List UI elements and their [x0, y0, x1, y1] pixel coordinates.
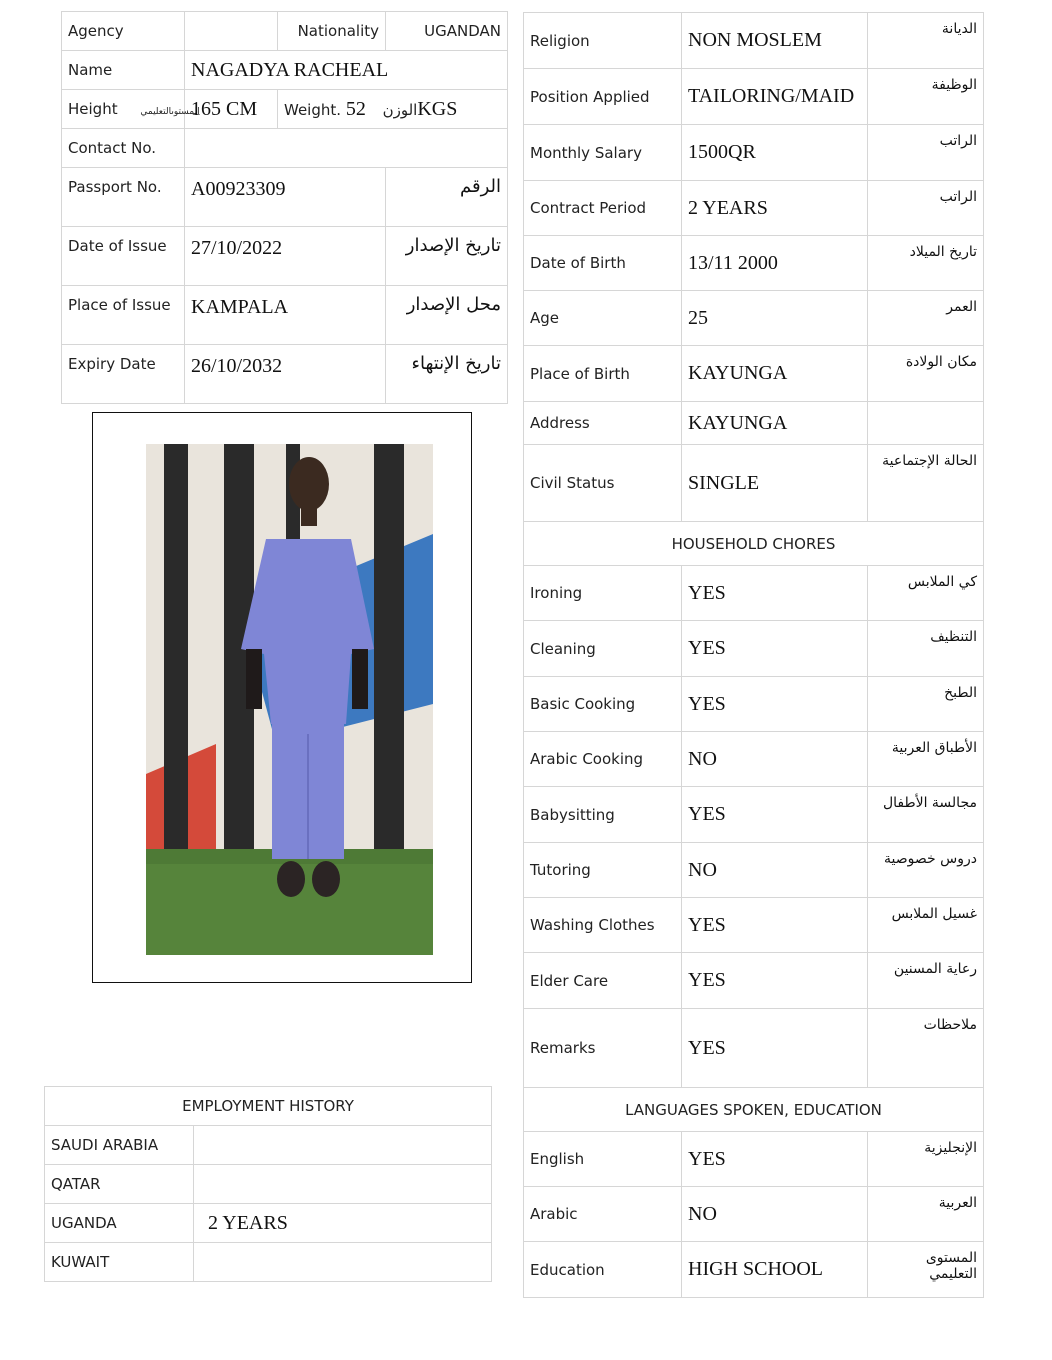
chore-arabic-label: دروس خصوصية	[868, 843, 984, 898]
detail-value: TAILORING/MAID	[682, 69, 868, 125]
chore-label: Tutoring	[524, 843, 682, 898]
expiry-arabic: تاريخ الإنتهاء	[386, 345, 508, 404]
detail-arabic-label: الراتب	[868, 125, 984, 181]
chore-label: Babysitting	[524, 787, 682, 843]
chore-label: Remarks	[524, 1009, 682, 1088]
candidate-photo	[146, 444, 433, 955]
passport-arabic: الرقم	[386, 168, 508, 227]
chore-label: Ironing	[524, 566, 682, 621]
detail-label: Address	[524, 402, 682, 445]
employment-country: KUWAIT	[45, 1243, 194, 1282]
detail-value: 1500QR	[682, 125, 868, 181]
issue-place-label: Place of Issue	[62, 286, 185, 345]
chore-label: Basic Cooking	[524, 677, 682, 732]
passport-label: Passport No.	[62, 168, 185, 227]
nationality-label: Nationality	[278, 12, 386, 51]
nationality-value: UGANDAN	[386, 12, 508, 51]
chore-value: NO	[682, 732, 868, 787]
height-label-text: Height	[68, 100, 118, 118]
employment-country: SAUDI ARABIA	[45, 1126, 194, 1165]
household-chores-header: HOUSEHOLD CHORES	[524, 522, 984, 566]
chore-arabic-label: رعاية المسنين	[868, 953, 984, 1009]
contact-label: Contact No.	[62, 129, 185, 168]
height-label	[62, 90, 200, 129]
detail-arabic-label: الديانة	[868, 13, 984, 69]
issue-date-value: 27/10/2022	[185, 227, 386, 286]
detail-arabic-label: تاريخ الميلاد	[868, 236, 984, 291]
detail-arabic-label: الوظيفة	[868, 69, 984, 125]
weight-cell	[278, 90, 508, 129]
weight-arabic: الوزن	[382, 100, 418, 119]
issue-place-value: KAMPALA	[185, 286, 386, 345]
detail-arabic-label: مكان الولادة	[868, 346, 984, 402]
chore-value: NO	[682, 843, 868, 898]
issue-date-label: Date of Issue	[62, 227, 185, 286]
chore-value: YES	[682, 787, 868, 843]
language-arabic-label: العربية	[868, 1187, 984, 1242]
detail-value: SINGLE	[682, 445, 868, 522]
employment-history-table	[44, 1086, 492, 1282]
agency-value	[185, 12, 278, 51]
chore-value: YES	[682, 953, 868, 1009]
chore-value: YES	[682, 898, 868, 953]
detail-label: Monthly Salary	[524, 125, 682, 181]
name-label: Name	[62, 51, 185, 90]
detail-label: Position Applied	[524, 69, 682, 125]
employment-duration	[194, 1165, 492, 1204]
language-value: HIGH SCHOOL	[682, 1242, 868, 1298]
chore-label: Elder Care	[524, 953, 682, 1009]
detail-value: KAYUNGA	[682, 346, 868, 402]
chore-label: Arabic Cooking	[524, 732, 682, 787]
language-arabic-label: المستوى التعليمي	[868, 1242, 984, 1298]
name-value: NAGADYA RACHEAL	[185, 51, 508, 90]
contact-value	[185, 129, 508, 168]
detail-label: Religion	[524, 13, 682, 69]
detail-value: 25	[682, 291, 868, 346]
agency-label: Agency	[62, 12, 185, 51]
language-label: English	[524, 1132, 682, 1187]
detail-arabic-label: العمر	[868, 291, 984, 346]
personal-info-table	[61, 11, 508, 404]
detail-arabic-label: الحالة الإجتماعية	[868, 445, 984, 522]
employment-country: UGANDA	[45, 1204, 194, 1243]
employment-history-header: EMPLOYMENT HISTORY	[45, 1087, 492, 1126]
language-label: Education	[524, 1242, 682, 1298]
weight-label: Weight.	[284, 100, 342, 119]
detail-label: Date of Birth	[524, 236, 682, 291]
employment-duration	[194, 1243, 492, 1282]
detail-arabic-label: الراتب	[868, 181, 984, 236]
detail-label: Age	[524, 291, 682, 346]
weight-value: 52KGS	[345, 97, 458, 120]
detail-value: 2 YEARS	[682, 181, 868, 236]
expiry-value: 26/10/2032	[185, 345, 386, 404]
height-value: 165 CM	[185, 90, 278, 129]
chore-value: YES	[682, 566, 868, 621]
language-value: NO	[682, 1187, 868, 1242]
photo-frame	[92, 412, 472, 983]
language-label: Arabic	[524, 1187, 682, 1242]
detail-value: NON MOSLEM	[682, 13, 868, 69]
language-arabic-label: الإنجليزية	[868, 1132, 984, 1187]
chore-value: YES	[682, 621, 868, 677]
height-arabic: المستوىالتعليمي	[140, 107, 200, 117]
employment-duration: 2 YEARS	[194, 1204, 492, 1243]
employment-duration	[194, 1126, 492, 1165]
languages-header: LANGUAGES SPOKEN, EDUCATION	[524, 1088, 984, 1132]
passport-value: A00923309	[185, 168, 386, 227]
chore-value: YES	[682, 1009, 868, 1088]
issue-place-arabic: محل الإصدار	[386, 286, 508, 345]
chore-arabic-label: الأطباق العربية	[868, 732, 984, 787]
detail-value: KAYUNGA	[682, 402, 868, 445]
details-table	[523, 12, 984, 1298]
detail-label: Contract Period	[524, 181, 682, 236]
chore-arabic-label: مجالسة الأطفال	[868, 787, 984, 843]
detail-label: Civil Status	[524, 445, 682, 522]
detail-label: Place of Birth	[524, 346, 682, 402]
detail-value: 13/11 2000	[682, 236, 868, 291]
chore-arabic-label: الطبخ	[868, 677, 984, 732]
expiry-label: Expiry Date	[62, 345, 185, 404]
chore-value: YES	[682, 677, 868, 732]
employment-country: QATAR	[45, 1165, 194, 1204]
chore-label: Washing Clothes	[524, 898, 682, 953]
issue-date-arabic: تاريخ الإصدار	[386, 227, 508, 286]
chore-arabic-label: التنظيف	[868, 621, 984, 677]
detail-arabic-label	[868, 402, 984, 445]
language-value: YES	[682, 1132, 868, 1187]
chore-arabic-label: كي الملابس	[868, 566, 984, 621]
chore-label: Cleaning	[524, 621, 682, 677]
chore-arabic-label: ملاحظات	[868, 1009, 984, 1088]
chore-arabic-label: غسيل الملابس	[868, 898, 984, 953]
